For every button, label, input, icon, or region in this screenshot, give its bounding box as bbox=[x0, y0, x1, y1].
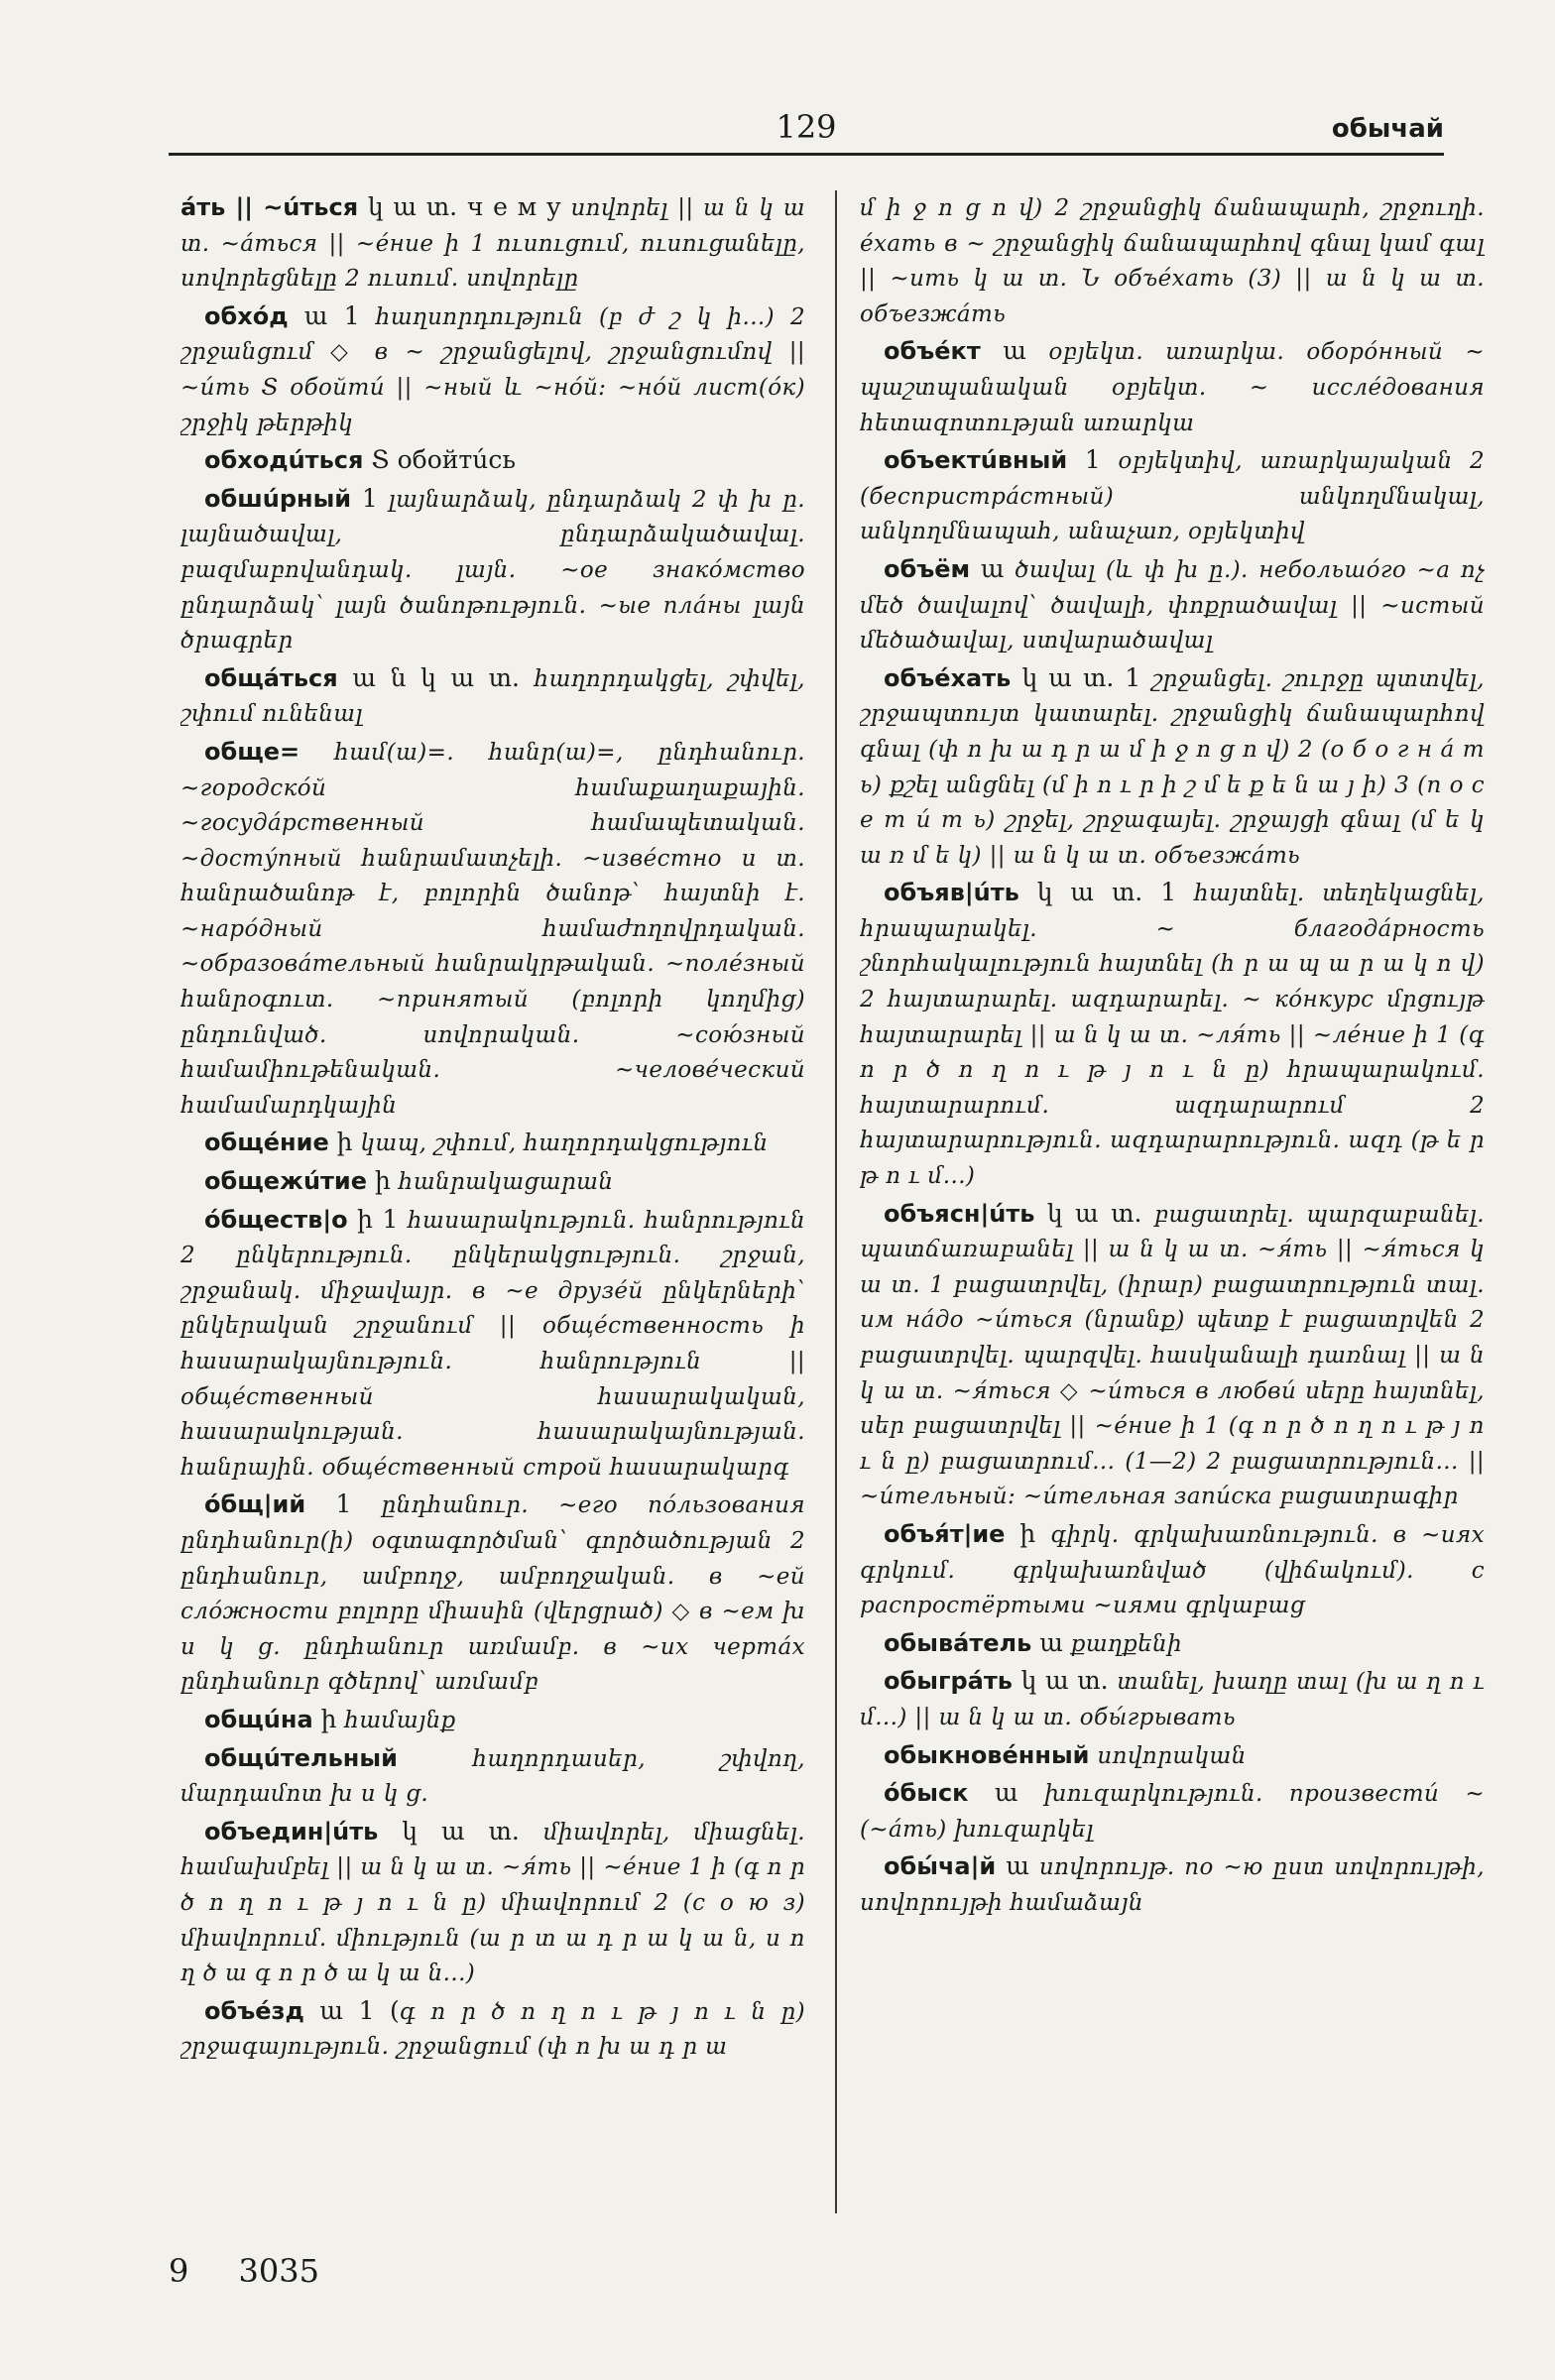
entry-headword: объéхать bbox=[884, 663, 1012, 692]
entry-headword: óбществ|о bbox=[204, 1205, 348, 1234]
entry-definition: հանրակացարան bbox=[398, 1169, 614, 1196]
entry-grammar: ա ն կ ա տ. bbox=[337, 662, 535, 692]
entry-headword: общáться bbox=[204, 663, 338, 692]
dictionary-entry bbox=[180, 1994, 805, 2065]
page-number: 129 bbox=[776, 108, 837, 146]
entry-headword: объём bbox=[884, 554, 971, 583]
entry-definition: սովորույթ. по ~ю ըստ սովորույթի, սովորույթի համաձայն bbox=[860, 1854, 1485, 1916]
entry-definition: գիրկ. գրկախառնություն. в ~иях գրկում. գրկախառնված (վիճակում). с распростёртыми ~иями գրկաբաց bbox=[860, 1521, 1485, 1619]
entry-grammar: կ ա տ. 1 bbox=[1011, 662, 1152, 692]
dictionary-entry bbox=[860, 661, 1485, 874]
entry-grammar: կ ա տ. ч е м у bbox=[358, 192, 571, 221]
entry-headword: общúна bbox=[204, 1705, 313, 1733]
right-column bbox=[860, 190, 1485, 2223]
dictionary-entry bbox=[180, 482, 805, 658]
dictionary-entry bbox=[180, 1815, 805, 1991]
entry-headword: обходúться bbox=[204, 446, 364, 475]
dictionary-entry bbox=[860, 1776, 1485, 1846]
entry-definition: գ ո ր ծ ո ղ ո ւ թ յ ո ւ ն ը) շրջագայություն. շրջանցում (փ ո խ ա դ ր ա bbox=[180, 1998, 805, 2061]
entry-definition: սովորել || ա ն կ ա տ. ~áться || ~éние ի 1 ուսուցում, ուսուցանելը, սովորեցնելը 2 ուսում. սովորելը bbox=[180, 195, 805, 293]
column-divider bbox=[835, 190, 837, 2213]
entry-grammar: ի 1 bbox=[347, 1204, 408, 1234]
signature-mark: 9 bbox=[169, 2252, 189, 2290]
page-header bbox=[169, 107, 1444, 156]
entry-headword: обще= bbox=[204, 737, 300, 766]
entry-definition: օբյեկտ. առարկա. оборóнный ~ պաշտպանական օբյեկտ. ~ исслéдования հետազոտության առարկա bbox=[860, 339, 1485, 436]
dictionary-entry bbox=[860, 1197, 1485, 1514]
dictionary-entry bbox=[180, 1203, 805, 1486]
entry-definition: հաղորդասեր, շփվող, մարդամոտ խ ս կ ց. bbox=[180, 1745, 805, 1808]
entry-grammar: ի bbox=[367, 1166, 399, 1196]
entry-grammar: ա bbox=[1031, 1627, 1071, 1657]
entry-grammar: կ ա տ. bbox=[1034, 1198, 1154, 1228]
entry-definition: քաղքենի bbox=[1070, 1630, 1183, 1657]
entry-definition: բացատրել. պարզաբանել. պատճառաբանել || ա ն կ ա տ. ~я́ть || ~я́ться կ ա տ. 1 բացատրվել, (իրար) բացատրություն տալ. им нáдо ~úться (նրանք) պետք է բացատրվեն 2 բացատրվել. պարզվել. հասկանալի դառնալ || ա ն կ ա տ. ~я́ться ◇ ~úться в любвú սերը հայտնել, սեր բացատրվել || ~éние ի 1 (գ ո ր ծ ո ղ ո ւ թ յ ո ւ ն ը) բացատրում... (1—2) 2 բացատրություն... || ~úтельный: ~úтельная запúска բացատրագիր bbox=[860, 1201, 1485, 1510]
entry-headword: общéние bbox=[204, 1129, 329, 1157]
entry-headword: объектúвный bbox=[884, 446, 1068, 475]
dictionary-entry bbox=[180, 735, 805, 1124]
dictionary-entry bbox=[860, 1849, 1485, 1920]
entry-definition: օբյեկտիվ, առարկայական 2 (беспристрáстный) անկողմնակալ, անկողմնապահ, անաչառ, օբյեկտիվ bbox=[860, 448, 1485, 545]
dictionary-entry bbox=[180, 299, 805, 440]
dictionary-entry bbox=[180, 1126, 805, 1161]
dictionary-entry bbox=[860, 1738, 1485, 1774]
entry-grammar: ա bbox=[996, 1851, 1039, 1881]
entry-headword: обыкновéнный bbox=[884, 1740, 1090, 1769]
entry-headword: áть || ~úться bbox=[180, 193, 359, 221]
entry-grammar: ի bbox=[1005, 1518, 1051, 1548]
entry-grammar: ա 1 ( bbox=[303, 1995, 400, 2025]
entry-headword: общежúтие bbox=[204, 1167, 368, 1196]
entry-headword: обшúрный bbox=[204, 484, 352, 513]
dictionary-entry bbox=[180, 1488, 805, 1700]
entry-headword: обы́ча|й bbox=[884, 1852, 997, 1881]
entry-grammar: 1 bbox=[351, 483, 389, 513]
entry-headword: обывáтель bbox=[884, 1628, 1032, 1657]
dictionary-entry bbox=[180, 190, 805, 297]
entry-grammar: կ ա տ. bbox=[1012, 1666, 1118, 1696]
dictionary-entry bbox=[180, 1703, 805, 1738]
entry-definition: հաղորդակցել, շփվել, շփում ունենալ bbox=[180, 665, 805, 728]
entry-headword: объéкт bbox=[884, 337, 981, 366]
entry-grammar: 1 bbox=[305, 1489, 382, 1519]
entry-definition: միավորել, միացնել. համախմբել || ա ն կ ա տ. ~я́ть || ~éние 1 ի (գ ո ր ծ ո ղ ո ւ թ յ ո ւ ն ը) միավորում 2 (с о ю з) միավորում. միություն (ա ր տ ա դ ր ա կ ա ն, ս ո ղ ծ ա գ ո ր ծ ա կ ա ն...) bbox=[180, 1819, 805, 1987]
running-head: обычай bbox=[1331, 114, 1444, 144]
entry-definition: մ ի ջ ո ց ո վ) 2 շրջանցիկ ճանապարհ, շրջուղի. éхать в ~ շրջանցիկ ճանապարհով գնալ կամ գալ || ~ить կ ա տ. Ն объéхать (3) || ա ն կ ա տ. объезжáть bbox=[860, 195, 1485, 327]
entry-definition: տանել, խաղը տալ (խ ա ղ ո ւ մ...) || ա ն կ ա տ. обы́грывать bbox=[860, 1669, 1485, 1730]
entry-grammar: կ ա տ. bbox=[378, 1816, 543, 1845]
dictionary-entry bbox=[860, 334, 1485, 440]
dictionary-entry bbox=[860, 1517, 1485, 1623]
entry-grammar: ա bbox=[980, 336, 1049, 366]
entry-grammar: ի bbox=[312, 1704, 345, 1733]
entry-grammar: ի bbox=[328, 1128, 361, 1157]
entry-headword: обыгрáть bbox=[884, 1667, 1013, 1696]
entry-grammar: Տ обойтúсь bbox=[363, 445, 516, 475]
entry-definition: լայնարձակ, ընդարձակ 2 փ խ ը. լայնածավալ, ընդարձակածավալ. բազմաբովանդակ. լայն. ~ое знакóмство ընդարձակ՝ լայն ծանոթություն. ~ые плáны լայն ծրագրեր bbox=[180, 486, 805, 654]
entry-headword: общúтельный bbox=[204, 1743, 398, 1772]
entry-definition: կապ, շփում, հաղորդակցություն bbox=[360, 1130, 769, 1157]
dictionary-entry bbox=[180, 661, 805, 732]
entry-definition: հայտնել. տեղեկացնել, հրապարակել. ~ благодáрность շնորհակալություն հայտնել (հ ր ա պ ա ր ա կ ո վ) 2 հայտարարել. ազդարարել. ~ кóнкурс մրցույթ հայտարարել || ա ն կ ա տ. ~ля́ть || ~лéние ի 1 (գ ո ր ծ ո ղ ո ւ թ յ ո ւ ն ը) հրապարակում. հայտարարում. ազդարարում 2 հայտարարություն. ազդարարություն. ազդ (թ ե ր թ ո ւ մ...) bbox=[860, 881, 1485, 1190]
dictionary-entry bbox=[860, 876, 1485, 1193]
entry-definition: հասարակություն. հանրություն 2 ընկերություն. ընկերակցություն. շրջան, շրջանակ. միջավայր. в ~е друзéй ընկերների՝ ընկերական շրջանում || общéственность ի հասարակայնություն. հանրություն || общéственный հասարակական, հասարակության. հասարակայնության. հանրային. общéственный строй հասարակարգ bbox=[180, 1207, 805, 1481]
print-code: 3035 bbox=[238, 2252, 319, 2290]
entry-grammar bbox=[398, 1743, 473, 1772]
entry-grammar: ա 1 bbox=[288, 300, 376, 330]
entry-definition: հաղսորդություն (բ ժ շ կ ի...) 2 շրջանցում ◇ в ~ շրջանցելով, շրջանցումով || ~úть Տ обойтú || ~ный և ~нóй: ~нóй лист(óк) շրջիկ թերթիկ bbox=[180, 303, 805, 436]
dictionary-entry bbox=[180, 1164, 805, 1200]
entry-headword: объяв|úть bbox=[884, 879, 1019, 907]
dictionary-entry bbox=[180, 1741, 805, 1812]
entry-headword: объéзд bbox=[204, 1996, 304, 2025]
entry-headword: óбыск bbox=[884, 1779, 969, 1808]
entry-headword: объедин|úть bbox=[204, 1817, 379, 1845]
dictionary-entry bbox=[860, 190, 1485, 331]
dictionary-entry bbox=[860, 443, 1485, 549]
page-footer bbox=[169, 2251, 359, 2291]
entry-definition: համայնք bbox=[344, 1707, 456, 1733]
entry-definition: սովորական bbox=[1097, 1742, 1247, 1769]
entry-grammar: կ ա տ. 1 bbox=[1018, 878, 1195, 907]
dictionary-entry bbox=[860, 1664, 1485, 1734]
entry-definition: խուզարկություն. произвестú ~ (~áть) խուզարկել bbox=[860, 1781, 1485, 1843]
entry-definition: ծավալ (և փ խ ը.). небольшóго ~а ոչ մեծ ծավալով՝ ծավալի, փոքրածավալ || ~истый մեծածավալ, ստվարածավալ bbox=[860, 556, 1485, 654]
left-column bbox=[180, 190, 805, 2223]
entry-headword: объясн|úть bbox=[884, 1199, 1035, 1228]
entry-definition: ընդհանուր. ~его пóльзования ընդհանուր(ի) օգտագործման՝ գործածության 2 ընդհանուր, ամբողջ, ամբողջական. в ~ей слóжности բոլորը միասին (վերցրած) ◇ в ~ем խ ս կ ց. ընդհանուր առմամբ. в ~их чертáх ընդհանուր գծերով՝ առմամբ bbox=[180, 1492, 805, 1696]
entry-headword: обхóд bbox=[204, 301, 289, 330]
entry-definition: համ(ա)=. հանր(ա)=, ընդհանուր. ~городскóй համաքաղաքային. ~госудáрственный համապետական. ~достýпный հանրամատչելի. ~извéстно ս տ. հանրածանոթ է, բոլորին ծանոթ՝ հայտնի է. ~нарóдный համաժողովրդական. ~образовáтельный հանրակրթական. ~полéзный հանրօգուտ. ~принятый (բոլորի կողմից) ընդունված. սովորական. ~сою́зный համամիութենական. ~человéческий համամարդկային bbox=[180, 739, 805, 1119]
entry-definition: շրջանցել. շուրջը պտտվել, շրջապտույտ կատարել. շրջանցիկ ճանապարհով գնալ (փ ո խ ա դ ր ա մ ի ջ ո ց ո վ) 2 (о б о г н á т ь) քշել անցնել (մ ի ո ւ ր ի շ մ ե ք ե ն ա յ ի) 3 (п о с е т ú т ь) շրջել, շրջագայել. շրջայցի գնալ (մ ե կ ա ռ մ ե կ) || ա ն կ ա տ. объезжáть bbox=[860, 665, 1485, 869]
entry-headword: óбщ|ий bbox=[204, 1490, 306, 1519]
entry-grammar bbox=[299, 737, 334, 766]
dictionary-entry bbox=[180, 443, 805, 479]
entry-grammar: 1 bbox=[1067, 445, 1119, 475]
dictionary-entry bbox=[860, 552, 1485, 658]
dictionary-entry bbox=[860, 1626, 1485, 1662]
entry-headword: объя́т|ие bbox=[884, 1519, 1006, 1548]
entry-grammar: ա bbox=[968, 1778, 1045, 1808]
entry-grammar: ա bbox=[970, 553, 1016, 583]
